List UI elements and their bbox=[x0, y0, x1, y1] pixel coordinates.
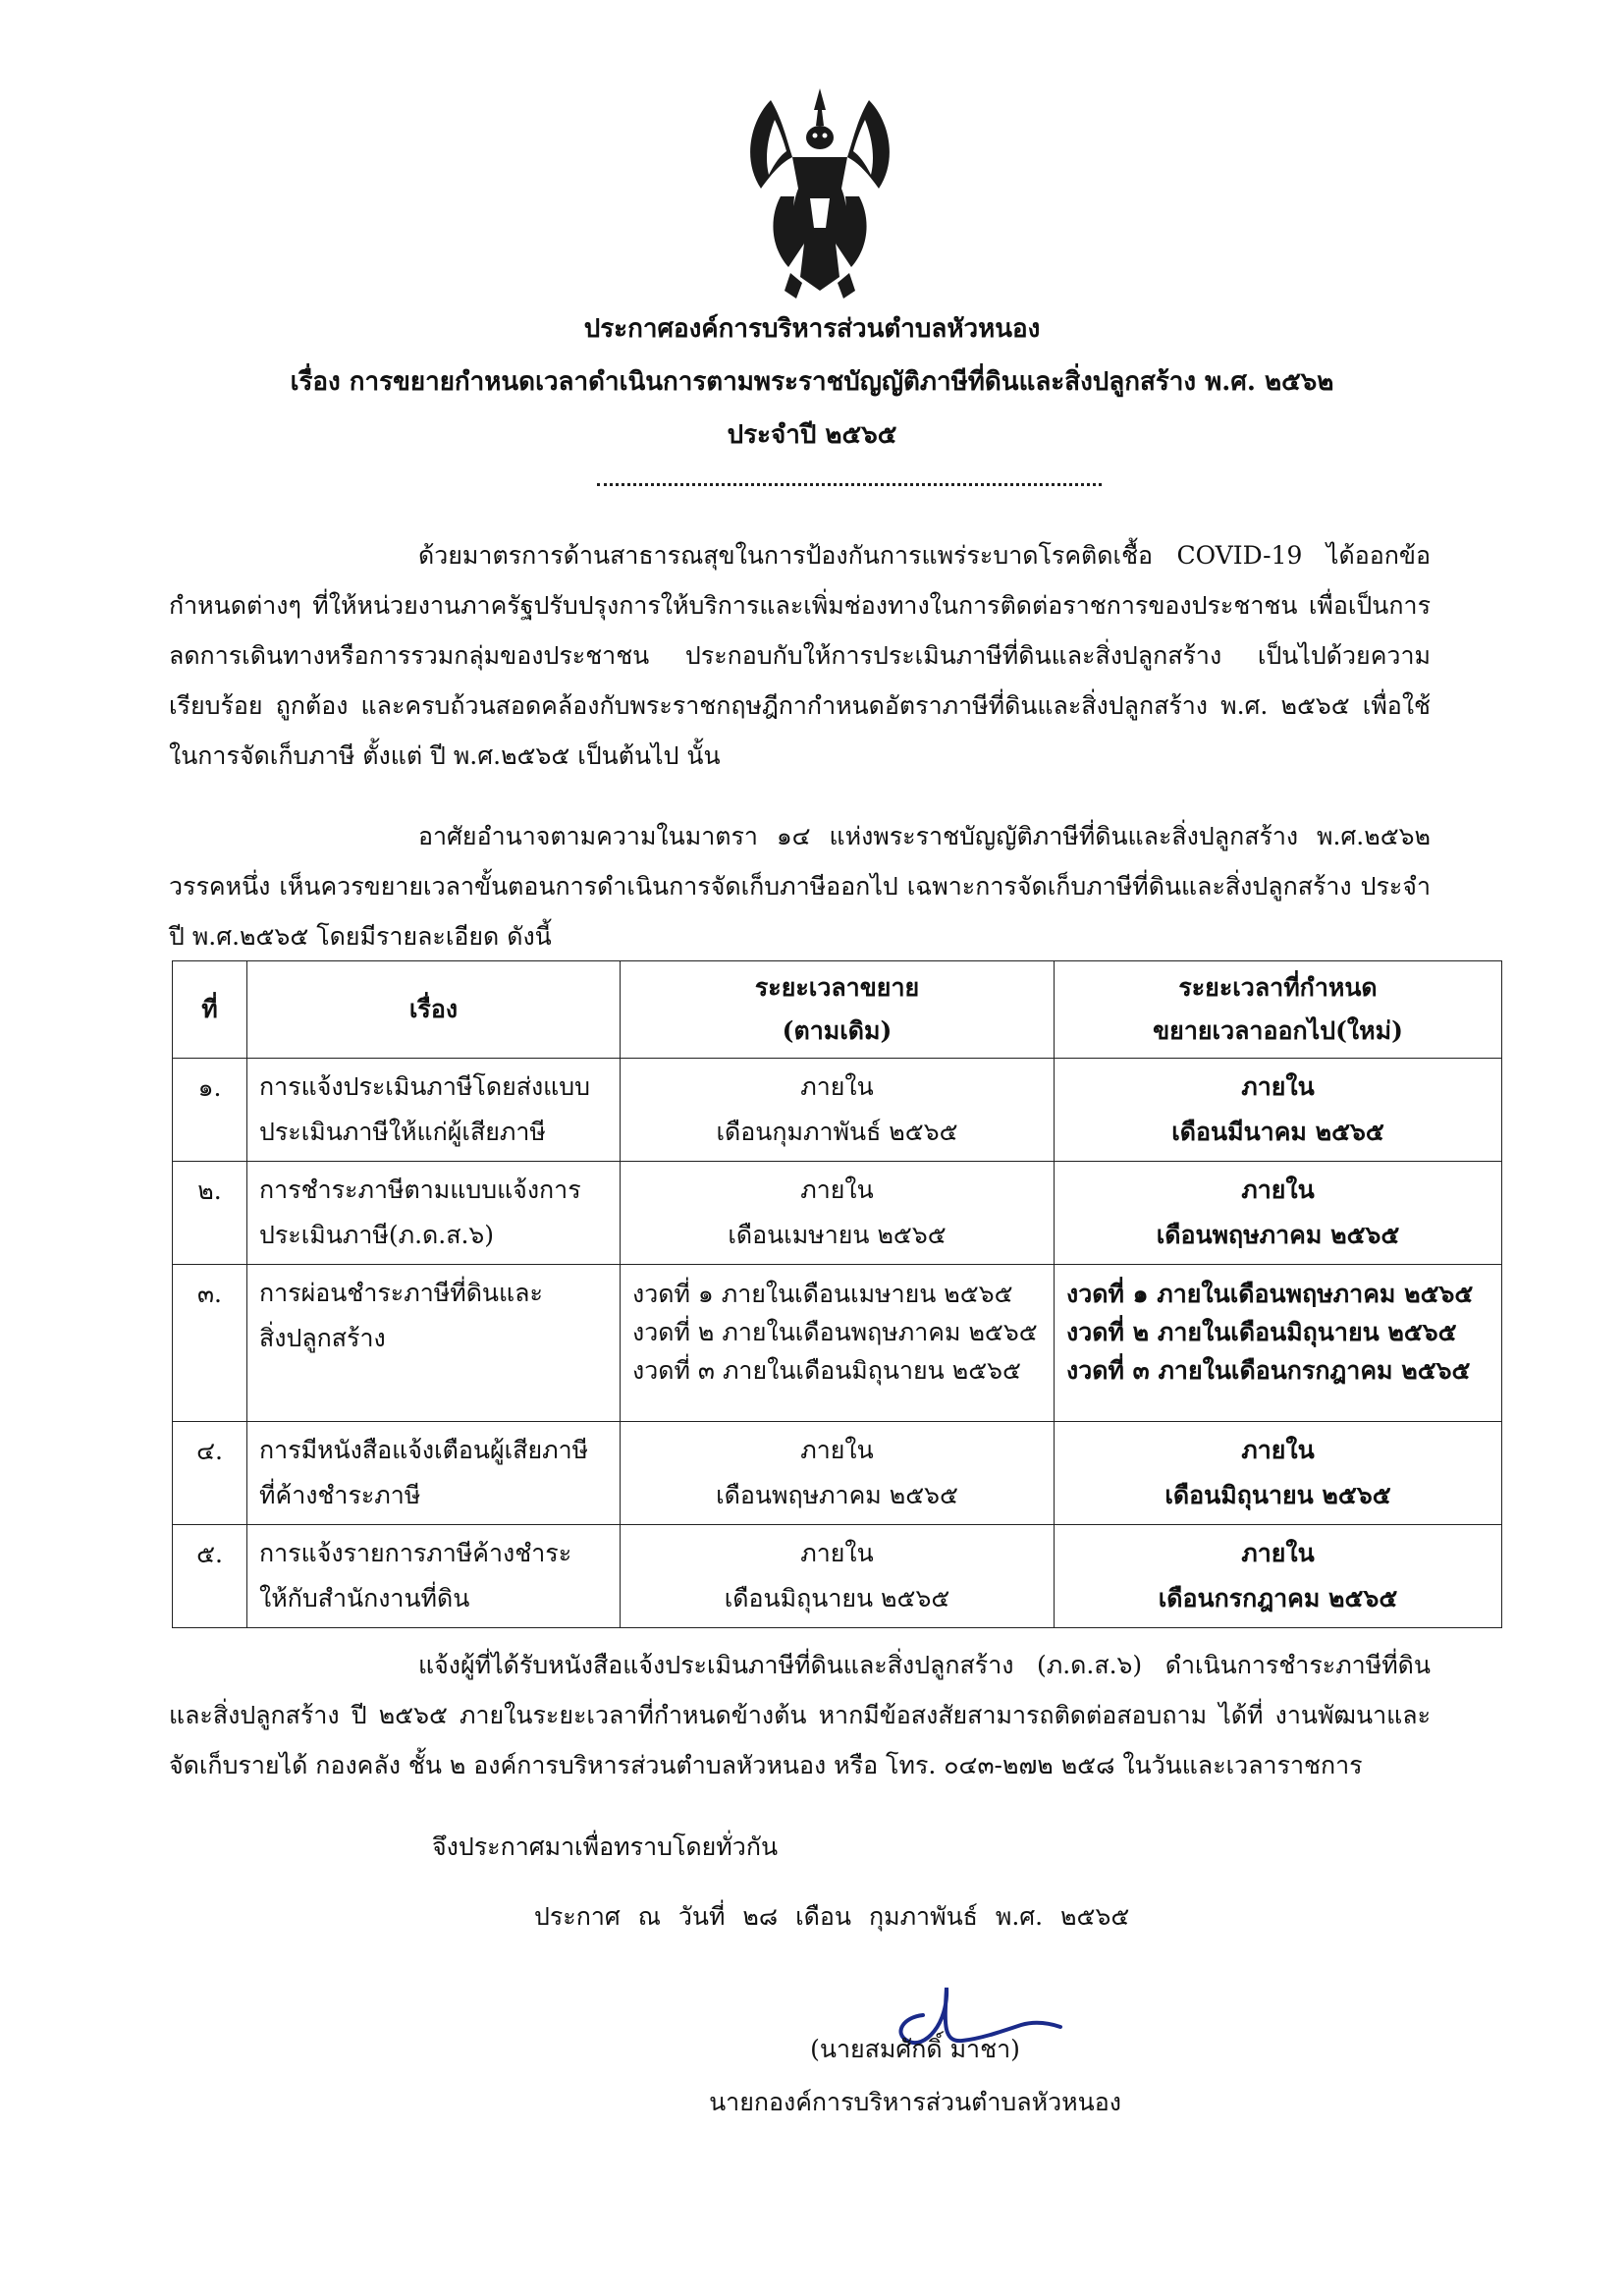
row-topic-line1: การแจ้งประเมินภาษีโดยส่งแบบ bbox=[259, 1072, 591, 1101]
row-new-line3: งวดที่ ๓ ภายในเดือนกรกฎาคม ๒๕๖๕ bbox=[1066, 1356, 1471, 1385]
announcement-title: ประกาศองค์การบริหารส่วนตำบลหัวหนอง bbox=[583, 314, 1041, 344]
paragraph-authority-text: อาศัยอำนาจตามความในมาตรา ๑๔ แห่งพระราชบัญญัติภาษีที่ดินและสิ่งปลูกสร้าง พ.ศ.๒๕๖๒ วรรคหนึ่ง เห็นควรขยายเวลาขั้นตอนการดำเนินการจัดเก็บภาษีออกไป เฉพาะการจัดเก็บภาษีที่ดินและสิ่งปลูกสร้าง ประจำปี พ.ศ.๒๕๖๕ โดยมีรายละเอียด ดังนี้ bbox=[169, 822, 1431, 951]
paragraph-notice-text: แจ้งผู้ที่ได้รับหนังสือแจ้งประเมินภาษีที่ดินและสิ่งปลูกสร้าง (ภ.ด.ส.๖) ดำเนินการชำระภาษีที่ดินและสิ่งปลูกสร้าง ปี ๒๕๖๕ ภายในระยะเวลาที่กำหนดข้างต้น หากมีข้อสงสัยสามารถติดต่อสอบถาม ได้ที่ งานพัฒนาและจัดเก็บรายได้ กองคลัง ชั้น ๒ องค์การบริหารส่วนตำบลหัวหนอง หรือ โทร. ๐๔๓-๒๗๒ ๒๕๘ ในวันและเวลาราชการ bbox=[169, 1651, 1431, 1779]
row-new-period bbox=[1055, 1162, 1502, 1265]
closing-announcement: จึงประกาศมาเพื่อทราบโดยทั่วกัน bbox=[432, 1832, 779, 1861]
row-old-line2: เดือนกุมภาพันธ์ ๒๕๖๕ bbox=[716, 1118, 958, 1146]
row-new-line1: ภายใน bbox=[1241, 1072, 1315, 1101]
row-topic-line1: การมีหนังสือแจ้งเตือนผู้เสียภาษี bbox=[259, 1436, 589, 1464]
row-number: ๔. bbox=[173, 1422, 247, 1525]
row-new-period bbox=[1055, 1265, 1502, 1422]
table-row bbox=[173, 1265, 1502, 1422]
row-old-period bbox=[621, 1422, 1055, 1525]
row-topic-line1: การแจ้งรายการภาษีค้างชำระ bbox=[259, 1539, 572, 1567]
row-old-line2: เดือนเมษายน ๒๕๖๕ bbox=[728, 1221, 947, 1249]
row-new-line2: เดือนพฤษภาคม ๒๕๖๕ bbox=[1156, 1221, 1400, 1249]
row-number: ๑. bbox=[173, 1059, 247, 1162]
row-topic-line2: สิ่งปลูกสร้าง bbox=[259, 1324, 386, 1352]
row-old-line3: งวดที่ ๓ ภายในเดือนมิถุนายน ๒๕๖๕ bbox=[632, 1356, 1021, 1385]
row-topic-line1: การผ่อนชำระภาษีที่ดินและ bbox=[259, 1279, 543, 1307]
signatory-title: นายกองค์การบริหารส่วนตำบลหัวหนอง bbox=[709, 2088, 1121, 2116]
table-row bbox=[173, 1525, 1502, 1628]
row-old-line1: ภายใน bbox=[800, 1072, 874, 1101]
table-row bbox=[173, 1059, 1502, 1162]
table-header-row bbox=[173, 961, 1502, 1059]
row-old-line1: ภายใน bbox=[800, 1436, 874, 1464]
garuda-emblem bbox=[731, 81, 908, 302]
row-old-period bbox=[621, 1162, 1055, 1265]
row-topic-line2: ที่ค้างชำระภาษี bbox=[259, 1481, 421, 1509]
announcement-subject: เรื่อง การขยายกำหนดเวลาดำเนินการตามพระราชบัญญัติภาษีที่ดินและสิ่งปลูกสร้าง พ.ศ. ๒๕๖๒ bbox=[290, 367, 1334, 397]
row-old-period bbox=[621, 1265, 1055, 1422]
row-topic bbox=[247, 1059, 621, 1162]
row-old-period bbox=[621, 1059, 1055, 1162]
table-row bbox=[173, 1422, 1502, 1525]
row-number: ๓. bbox=[173, 1265, 247, 1422]
row-topic-line1: การชำระภาษีตามแบบแจ้งการ bbox=[259, 1175, 581, 1204]
row-topic bbox=[247, 1265, 621, 1422]
announcement-date: ประกาศ ณ วันที่ ๒๘ เดือน กุมภาพันธ์ พ.ศ. ๒๕๖๕ bbox=[534, 1902, 1130, 1931]
row-topic-line2: ประเมินภาษีให้แก่ผู้เสียภาษี bbox=[259, 1118, 546, 1146]
row-new-line1: ภายใน bbox=[1241, 1175, 1315, 1204]
row-old-line1: งวดที่ ๑ ภายในเดือนเมษายน ๒๕๖๕ bbox=[632, 1280, 1013, 1308]
row-new-line1: งวดที่ ๑ ภายในเดือนพฤษภาคม ๒๕๖๕ bbox=[1066, 1280, 1474, 1308]
header-new-period bbox=[1055, 961, 1502, 1059]
announcement-year: ประจำปี ๒๕๖๕ bbox=[727, 420, 897, 450]
header-old-period bbox=[621, 961, 1055, 1059]
header-new-line2: ขยายเวลาออกไป(ใหม่) bbox=[1153, 1016, 1403, 1045]
row-topic bbox=[247, 1525, 621, 1628]
row-old-line2: งวดที่ ๒ ภายในเดือนพฤษภาคม ๒๕๖๕ bbox=[632, 1318, 1038, 1346]
row-new-period bbox=[1055, 1059, 1502, 1162]
row-new-line2: เดือนกรกฎาคม ๒๕๖๕ bbox=[1158, 1584, 1398, 1613]
row-topic bbox=[247, 1162, 621, 1265]
row-topic-line2: ประเมินภาษี(ภ.ด.ส.๖) bbox=[259, 1221, 495, 1249]
paragraph-intro-text: ด้วยมาตรการด้านสาธารณสุขในการป้องกันการแพร่ระบาดโรคติดเชื้อ COVID-19 ได้ออกข้อกำหนดต่างๆ ที่ให้หน่วยงานภาครัฐปรับปรุงการให้บริการและเพิ่มช่องทางในการติดต่อราชการของประชาชน เพื่อเป็นการลดการเดินทางหรือการรวมกลุ่มของประชาชน ประกอบกับให้การประเมินภาษีที่ดินและสิ่งปลูกสร้าง เป็นไปด้วยความเรียบร้อย ถูกต้อง และครบถ้วนสอดคล้องกับพระราชกฤษฎีกากำหนดอัตราภาษีที่ดินและสิ่งปลูกสร้าง พ.ศ. ๒๕๖๕ เพื่อใช้ในการจัดเก็บภาษี ตั้งแต่ ปี พ.ศ.๒๕๖๕ เป็นต้นไป นั้น bbox=[169, 541, 1431, 770]
signatory-name: (นายสมศักดิ์ มาชา) bbox=[810, 2035, 1020, 2063]
row-topic-line2: ให้กับสำนักงานที่ดิน bbox=[259, 1584, 470, 1613]
header-topic: เรื่อง bbox=[247, 961, 621, 1059]
row-new-line2: เดือนมิถุนายน ๒๕๖๕ bbox=[1164, 1481, 1391, 1509]
row-old-period bbox=[621, 1525, 1055, 1628]
row-new-period bbox=[1055, 1422, 1502, 1525]
row-number: ๕. bbox=[173, 1525, 247, 1628]
header-no: ที่ bbox=[173, 961, 247, 1059]
paragraph-authority bbox=[169, 811, 1431, 961]
row-new-line2: งวดที่ ๒ ภายในเดือนมิถุนายน ๒๕๖๕ bbox=[1066, 1318, 1457, 1346]
row-old-line2: เดือนพฤษภาคม ๒๕๖๕ bbox=[716, 1481, 958, 1509]
header-old-line1: ระยะเวลาขยาย bbox=[754, 973, 920, 1002]
row-new-line1: ภายใน bbox=[1241, 1436, 1315, 1464]
paragraph-notice bbox=[169, 1640, 1431, 1790]
row-topic bbox=[247, 1422, 621, 1525]
header-new-line1: ระยะเวลาที่กำหนด bbox=[1178, 973, 1378, 1002]
row-number: ๒. bbox=[173, 1162, 247, 1265]
schedule-table bbox=[172, 960, 1502, 1628]
row-new-line1: ภายใน bbox=[1241, 1539, 1315, 1567]
row-new-period bbox=[1055, 1525, 1502, 1628]
header-old-line2: (ตามเดิม) bbox=[782, 1016, 893, 1045]
paragraph-intro bbox=[169, 530, 1431, 781]
row-old-line1: ภายใน bbox=[800, 1175, 874, 1204]
row-new-line2: เดือนมีนาคม ๒๕๖๕ bbox=[1171, 1118, 1384, 1146]
dotted-divider bbox=[597, 483, 1102, 486]
row-old-line1: ภายใน bbox=[800, 1539, 874, 1567]
row-old-line2: เดือนมิถุนายน ๒๕๖๕ bbox=[724, 1584, 950, 1613]
table-row bbox=[173, 1162, 1502, 1265]
